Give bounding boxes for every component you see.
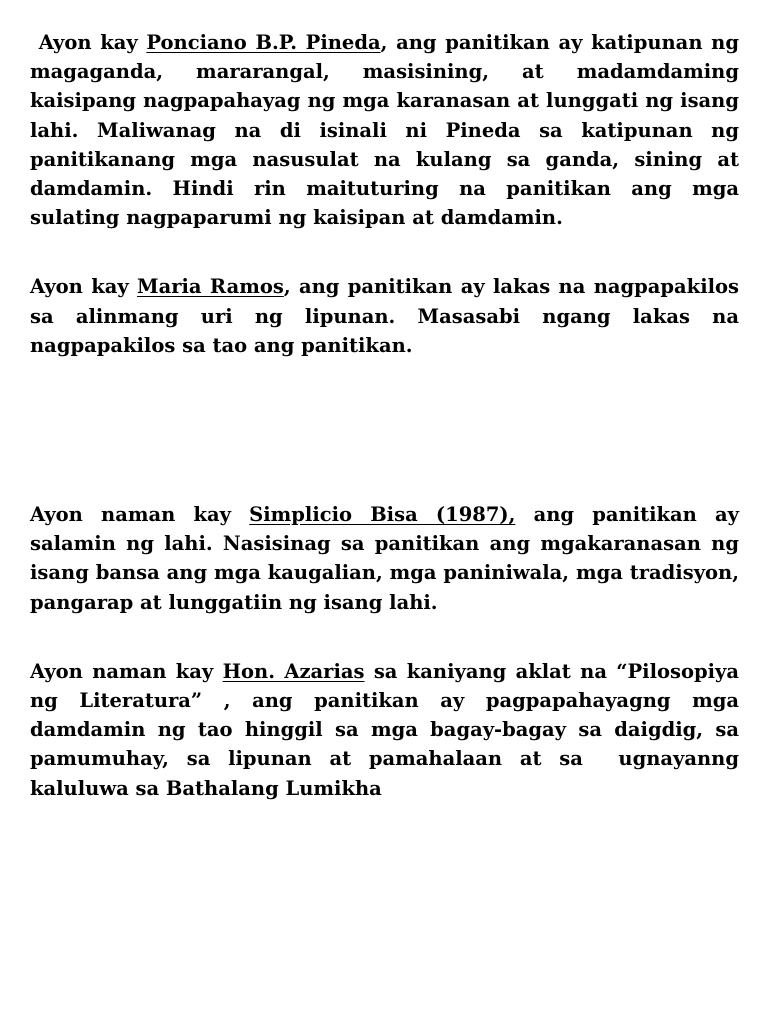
paragraph-lead: Ayon kay	[30, 31, 147, 54]
paragraph-text: , ang panitikan ay lakas na nagpapakilos sa alinmang uri ng lipunan. Masasabi ngang lakas na nagpapakilos sa tao ang panitikan.	[30, 275, 746, 357]
author-name-pineda: Ponciano B.P. Pineda	[146, 31, 381, 54]
paragraph-lead: Ayon kay	[30, 275, 138, 299]
paragraph-azarias	[30, 657, 746, 803]
paragraph-lead: Ayon naman kay	[30, 503, 250, 527]
paragraph-pineda	[30, 28, 746, 232]
paragraph-text: , ang panitikan ay katipunan ng magaganda, mararangal, masisining, at madamdaming kaisipang nagpapahayag ng mga karanasan at lunggati ng isang lahi. Maliwanag na di isinali ni Pineda sa katipunan ng panitikanang mga nasusulat na kulang sa ganda, sining at damdamin. Hindi rin maituturing na panitikan ang mga sulating nagpaparumi ng kaisipan at damdamin.	[30, 31, 746, 230]
author-name-azarias: Hon. Azarias	[222, 659, 365, 683]
paragraph-lead: Ayon naman kay	[30, 659, 223, 683]
paragraph-text: sa kaniyang aklat na “Pilosopiya ng Literatura” , ang panitikan ay pagpapahayagng mga damdamin ng tao hinggil sa mga bagay-bagay sa daigdig, sa pamumuhay, sa lipunan at pamahalaan at sa ugnayanng kaluluwa sa Bathalang Lumikha	[30, 659, 746, 800]
author-name-ramos: Maria Ramos	[137, 275, 284, 299]
paragraph-ramos	[30, 272, 746, 360]
author-name-bisa: Simplicio Bisa (1987),	[249, 503, 516, 527]
document-page	[30, 28, 746, 803]
paragraph-bisa	[30, 500, 746, 617]
paragraph-text: ang panitikan ay salamin ng lahi. Nasisinag sa panitikan ang mgakaranasan ng isang bansa ang mga kaugalian, mga paniniwala, mga tradisyon, pangarap at lunggatiin ng isang lahi.	[30, 503, 746, 614]
